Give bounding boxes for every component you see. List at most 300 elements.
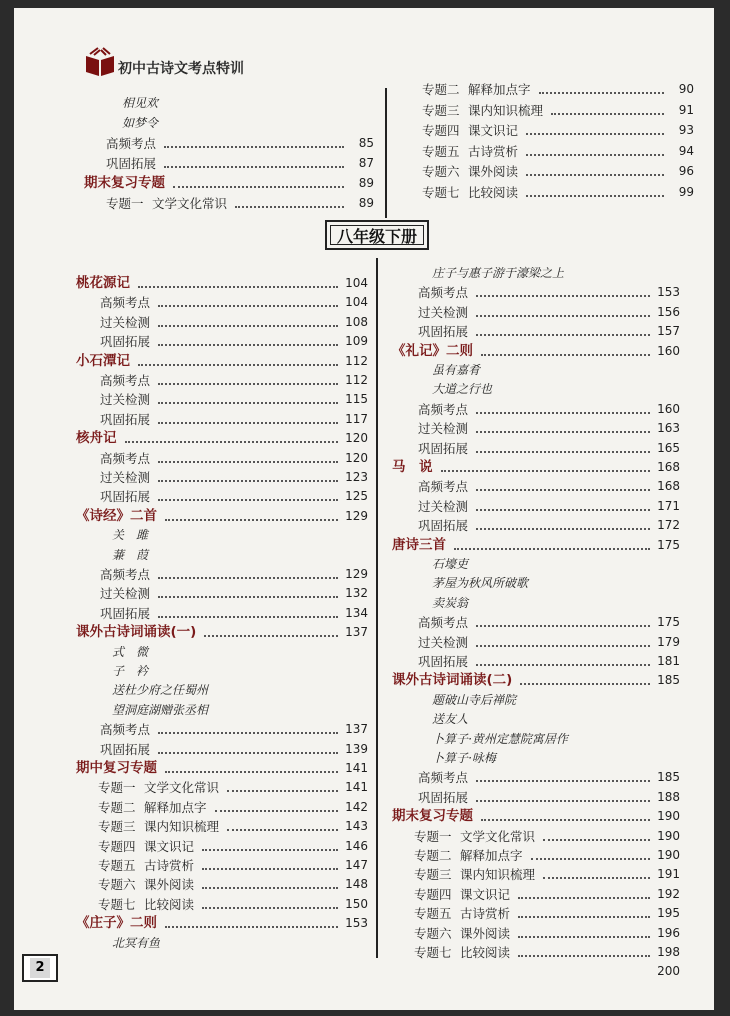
toc-entry (84, 194, 374, 213)
toc-page-number: 181 (657, 654, 680, 668)
leader-dots (202, 907, 338, 909)
toc-entry (392, 710, 680, 729)
toc-page-number: 143 (345, 819, 368, 834)
toc-page-number: 160 (657, 343, 680, 358)
leader-dots (476, 451, 650, 453)
toc-entry (422, 162, 694, 181)
toc-page-number: 137 (345, 625, 368, 640)
toc-entry-label: 如梦令 (122, 116, 159, 130)
toc-entry (76, 604, 368, 623)
leader-dots (526, 154, 664, 156)
leader-dots (476, 800, 650, 802)
topic-title: 课外阅读 (144, 877, 195, 893)
toc-entry-label: 高频考点 (100, 722, 151, 738)
toc-page-number: 190 (657, 828, 680, 843)
toc-entry-label: 核舟记 (76, 430, 117, 447)
toc-entry (84, 154, 374, 173)
toc-entry (392, 633, 680, 652)
toc-entry-label (414, 904, 510, 923)
leader-dots (520, 683, 650, 685)
toc-entry-label (98, 778, 219, 797)
topic-title: 课内知识梳理 (460, 867, 536, 883)
leader-dots (235, 206, 344, 208)
column-divider-top (385, 88, 387, 218)
toc-entry-label: 蒹 葭 (112, 547, 149, 562)
toc-entry-label (422, 80, 531, 99)
topic-number: 专题一 (414, 828, 452, 844)
topic-number: 专题五 (422, 143, 460, 159)
toc-entry (392, 516, 680, 535)
header-title: 初中古诗文考点特训 (118, 61, 244, 77)
toc-entry-label: 茅屋为秋风所破歌 (432, 576, 529, 591)
topic-number: 专题五 (98, 858, 136, 873)
toc-entry (76, 681, 368, 700)
leader-dots (227, 829, 338, 831)
leader-dots (204, 635, 338, 637)
leader-dots (518, 936, 650, 938)
toc-entry-label: 送友人 (432, 712, 469, 727)
toc-entry-label: 高频考点 (418, 770, 469, 786)
toc-page-number: 89 (358, 176, 374, 190)
toc-entry (392, 303, 680, 322)
toc-page-number: 91 (678, 102, 694, 117)
toc-entry (392, 264, 680, 283)
toc-entry (392, 730, 680, 749)
toc-entry (76, 274, 368, 293)
toc-entry-label (414, 865, 535, 884)
toc-page-number: 157 (657, 324, 680, 339)
toc-entry-label: 高频考点 (100, 567, 151, 582)
toc-entry-label (422, 101, 543, 120)
toc-entry-label: 巩固拓展 (100, 411, 151, 427)
toc-entry-label: 式 微 (112, 644, 149, 659)
topic-number: 专题六 (98, 877, 136, 893)
toc-entry (76, 371, 368, 390)
toc-entry (422, 142, 694, 161)
toc-entry (392, 613, 680, 632)
leader-dots (158, 305, 338, 307)
toc-entry (76, 352, 368, 371)
topic-title: 课内知识梳理 (468, 102, 544, 118)
toc-entry-label (422, 142, 518, 161)
toc-entry (392, 477, 680, 496)
leader-dots (158, 422, 338, 424)
toc-entry-label: 桃花源记 (76, 275, 130, 291)
topic-number: 专题六 (422, 164, 460, 179)
topic-title: 解释加点字 (468, 82, 531, 97)
topic-number: 专题四 (422, 123, 460, 138)
topic-number: 专题二 (414, 848, 452, 863)
toc-entry (76, 332, 368, 351)
topic-title: 解释加点字 (144, 799, 207, 815)
toc-entry-label (414, 846, 523, 865)
toc-entry-label: 高频考点 (418, 479, 469, 495)
toc-entry (392, 400, 680, 419)
leader-dots (539, 92, 664, 94)
leader-dots (476, 412, 650, 414)
leader-dots (526, 133, 664, 135)
topic-number: 专题七 (422, 184, 460, 200)
toc-page-number: 104 (345, 295, 368, 310)
toc-entry-label: 子 衿 (112, 664, 149, 678)
toc-entry-label (422, 162, 518, 181)
toc-page-number: 192 (657, 886, 680, 901)
toc-entry-label (106, 194, 227, 213)
toc-page-number: 163 (657, 421, 680, 436)
toc-entry-label (98, 798, 207, 817)
leader-dots (165, 771, 338, 773)
topic-number: 专题四 (98, 838, 136, 854)
toc-entry-label: 北冥有鱼 (112, 935, 161, 950)
toc-entry (392, 439, 680, 458)
toc-page-number: 115 (345, 392, 368, 407)
toc-entry-label (98, 895, 194, 914)
topic-title: 比较阅读 (144, 896, 195, 912)
toc-entry (76, 662, 368, 681)
toc-entry-label: 巩固拓展 (418, 654, 469, 669)
toc-entry (392, 380, 680, 399)
toc-entry (76, 759, 368, 778)
leader-dots (551, 113, 664, 115)
toc-entry-label: 期中复习专题 (76, 760, 157, 776)
leader-dots (476, 315, 650, 317)
toc-entry (392, 574, 680, 593)
toc-entry (76, 934, 368, 953)
toc-entry (76, 507, 368, 526)
toc-entry-label: 庄子与惠子游于濠梁之上 (432, 266, 565, 280)
toc-entry-label: 大道之行也 (432, 382, 493, 397)
topic-title: 古诗赏析 (460, 906, 511, 922)
toc-entry-label: 巩固拓展 (418, 440, 469, 456)
toc-page-number: 99 (678, 184, 694, 199)
toc-entry (392, 962, 680, 981)
toc-entry (392, 458, 680, 477)
leader-dots (481, 354, 650, 356)
toc-page-number: 190 (657, 848, 680, 862)
leader-dots (158, 480, 338, 482)
toc-entry (76, 837, 368, 856)
toc-entry-label: 巩固拓展 (100, 741, 151, 757)
toc-entry-label: 关 雎 (112, 528, 149, 543)
toc-page-number: 108 (345, 314, 368, 329)
toc-page-number: 172 (657, 518, 680, 533)
toc-page-number: 185 (657, 770, 680, 785)
toc-page-number: 196 (657, 925, 680, 940)
toc-entry (392, 536, 680, 555)
toc-entry-label: 巩固拓展 (100, 489, 151, 505)
toc-page-number: 148 (345, 877, 368, 892)
leader-dots (165, 519, 338, 521)
toc-page-number: 156 (657, 304, 680, 319)
toc-page-number: 153 (657, 285, 680, 300)
leader-dots (518, 897, 650, 899)
leader-dots (476, 664, 650, 666)
toc-page-number: 160 (657, 401, 680, 416)
toc-entry (76, 546, 368, 565)
topic-title: 文学文化常识 (144, 780, 220, 796)
toc-entry (76, 410, 368, 429)
toc-entry (76, 798, 368, 817)
toc-entry (392, 943, 680, 962)
topic-number: 专题二 (422, 82, 460, 97)
leader-dots (158, 616, 338, 618)
toc-entry (76, 487, 368, 506)
leader-dots (526, 195, 664, 197)
leader-dots (441, 470, 650, 472)
leader-dots (476, 780, 650, 782)
toc-entry (76, 914, 368, 933)
toc-entry-label (414, 943, 510, 962)
toc-entry (76, 817, 368, 836)
leader-dots (158, 402, 338, 404)
toc-page-number: 134 (345, 605, 368, 620)
leader-dots (158, 461, 338, 463)
topic-number: 专题六 (414, 925, 452, 941)
toc-entry (84, 134, 374, 153)
leader-dots (454, 548, 650, 550)
toc-entry (76, 875, 368, 894)
leader-dots (476, 625, 650, 627)
leader-dots (543, 877, 650, 879)
toc-page-number: 109 (345, 334, 368, 349)
toc-page-number: 132 (345, 586, 368, 601)
toc-entry (76, 429, 368, 448)
toc-page-number: 96 (678, 164, 694, 178)
toc-entry-label: 过关检测 (100, 586, 151, 602)
toc-entry (76, 623, 368, 642)
topic-number: 专题二 (98, 799, 136, 815)
toc-page-number: 89 (358, 196, 374, 210)
topic-title: 解释加点字 (460, 848, 523, 863)
toc-entry-label: 虽有嘉肴 (432, 363, 481, 377)
toc-entry (76, 526, 368, 545)
toc-entry-label (98, 837, 194, 856)
topic-title: 文学文化常识 (460, 828, 536, 844)
toc-entry-label: 《礼记》二则 (392, 342, 473, 359)
toc-entry-label (98, 817, 219, 836)
toc-entry-label: 石壕吏 (432, 557, 469, 571)
toc-entry (392, 749, 680, 768)
toc-page-number: 185 (657, 673, 680, 688)
toc-page-number: 117 (345, 411, 368, 426)
toc-entry-label (422, 183, 518, 202)
toc-entry (392, 652, 680, 671)
leader-dots (227, 790, 338, 792)
page-number-box (22, 954, 58, 982)
toc-entry-label: 高频考点 (418, 401, 469, 417)
toc-entry (84, 174, 374, 193)
topic-number: 专题三 (414, 867, 452, 883)
toc-entry-label: 课外古诗词诵读(一) (76, 624, 197, 641)
toc-entry (76, 701, 368, 720)
toc-entry-label: 过关检测 (418, 421, 469, 437)
topic-number: 专题四 (414, 886, 452, 902)
toc-page-number: 168 (657, 479, 680, 494)
toc-page-number: 90 (678, 82, 694, 96)
topic-number: 专题一 (98, 780, 136, 796)
toc-page-number: 129 (345, 508, 368, 523)
toc-entry (76, 468, 368, 487)
leader-dots (202, 868, 338, 870)
topic-title: 课外阅读 (468, 164, 519, 179)
topic-number: 专题三 (98, 819, 136, 835)
leader-dots (125, 441, 338, 443)
toc-entry (392, 904, 680, 923)
toc-page-number: 112 (345, 353, 368, 368)
topic-title: 课文识记 (460, 886, 511, 902)
toc-entry (84, 114, 374, 133)
toc-entry (76, 390, 368, 409)
leader-dots (138, 286, 338, 288)
toc-entry (392, 555, 680, 574)
toc-entry-label (414, 885, 510, 904)
toc-entry-label: 小石潭记 (76, 352, 130, 369)
toc-entry-label: 相见欢 (122, 96, 159, 110)
toc-entry (422, 101, 694, 120)
toc-entry (76, 313, 368, 332)
toc-page-number: 190 (657, 809, 680, 824)
toc-page-number: 85 (358, 136, 374, 150)
toc-entry-label: 卜算子·黄州定慧院寓居作 (432, 731, 568, 746)
toc-entry (422, 80, 694, 99)
toc-page-number: 171 (657, 498, 680, 513)
toc-entry (422, 121, 694, 140)
toc-entry (76, 293, 368, 312)
leader-dots (138, 364, 338, 366)
toc-entry-label: 高频考点 (100, 295, 151, 311)
leader-dots (164, 166, 344, 168)
toc-entry (392, 924, 680, 943)
toc-entry (76, 720, 368, 739)
leader-dots (158, 383, 338, 385)
toc-entry (76, 895, 368, 914)
toc-page-number: 112 (345, 373, 368, 387)
toc-page-number: 141 (345, 780, 368, 795)
toc-entry (76, 740, 368, 759)
toc-entry (392, 419, 680, 438)
toc-entry (392, 594, 680, 613)
toc-page-number: 150 (345, 896, 368, 911)
toc-page-number: 146 (345, 838, 368, 853)
toc-page-number: 200 (657, 964, 680, 979)
toc-entry-label: 高频考点 (100, 450, 151, 466)
topic-number: 专题三 (422, 102, 460, 118)
topic-title: 古诗赏析 (144, 858, 195, 873)
toc-entry-label: 过关检测 (418, 634, 469, 650)
leader-dots (158, 577, 338, 579)
toc-entry-label: 送杜少府之任蜀州 (112, 683, 209, 698)
toc-entry (392, 322, 680, 341)
toc-page-number: 195 (657, 906, 680, 921)
toc-entry (392, 865, 680, 884)
toc-entry-label (98, 856, 194, 875)
toc-entry (84, 94, 374, 113)
page (14, 8, 714, 1010)
leader-dots (476, 528, 650, 530)
toc-entry (392, 807, 680, 826)
toc-page-number: 87 (358, 156, 374, 170)
toc-entry-label (98, 875, 194, 894)
topic-number: 专题七 (414, 945, 452, 960)
toc-entry-label: 卖炭翁 (432, 595, 469, 610)
leader-dots (543, 839, 650, 841)
leader-dots (481, 819, 650, 821)
toc-entry-label: 过关检测 (418, 498, 469, 514)
leader-dots (518, 955, 650, 957)
leader-dots (476, 295, 650, 297)
leader-dots (173, 186, 344, 188)
toc-entry (392, 885, 680, 904)
toc-page-number: 191 (657, 867, 680, 882)
toc-page-number: 123 (345, 470, 368, 484)
toc-entry-label: 高频考点 (100, 373, 151, 388)
topic-number: 专题五 (414, 906, 452, 922)
leader-dots (526, 174, 664, 176)
toc-page-number: 168 (657, 460, 680, 474)
toc-page-number: 93 (678, 123, 694, 137)
toc-entry (392, 691, 680, 710)
leader-dots (215, 810, 338, 812)
grade-title: 八年级下册 (330, 225, 424, 245)
toc-entry (392, 846, 680, 865)
leader-dots (202, 849, 338, 851)
toc-page-number: 120 (345, 431, 368, 446)
leader-dots (158, 596, 338, 598)
toc-page-number: 120 (345, 450, 368, 465)
toc-entry-label (414, 924, 510, 943)
topic-title: 比较阅读 (460, 945, 511, 960)
leader-dots (165, 926, 338, 928)
toc-page-number: 188 (657, 789, 680, 804)
toc-entry (392, 827, 680, 846)
leader-dots (158, 752, 338, 754)
leader-dots (202, 887, 338, 889)
toc-entry (76, 584, 368, 603)
topic-title: 课文识记 (144, 838, 195, 854)
toc-entry (76, 565, 368, 584)
toc-entry-label: 过关检测 (100, 314, 151, 330)
toc-entry-label: 卜算子·咏梅 (432, 751, 496, 765)
leader-dots (476, 509, 650, 511)
topic-title: 课文识记 (468, 123, 519, 138)
toc-entry (392, 283, 680, 302)
toc-page-number: 129 (345, 567, 368, 581)
toc-page-number: 198 (657, 945, 680, 959)
leader-dots (531, 858, 650, 860)
toc-page-number: 153 (345, 916, 368, 931)
toc-entry (392, 768, 680, 787)
leader-dots (476, 489, 650, 491)
book-icon (84, 46, 116, 78)
leader-dots (476, 645, 650, 647)
toc-entry-label: 《庄子》二则 (76, 915, 157, 932)
topic-number: 专题一 (106, 196, 144, 211)
toc-entry-label: 唐诗三首 (392, 536, 446, 553)
toc-entry (422, 183, 694, 202)
column-divider-bottom (376, 258, 378, 958)
toc-entry (76, 643, 368, 662)
toc-page-number: 137 (345, 722, 368, 737)
toc-entry (392, 497, 680, 516)
toc-entry-label: 高频考点 (418, 285, 469, 301)
toc-entry-label: 巩固拓展 (100, 605, 151, 621)
toc-entry (392, 788, 680, 807)
toc-page-number: 141 (345, 761, 368, 775)
toc-entry-label: 巩固拓展 (106, 156, 157, 171)
toc-page-number: 94 (678, 143, 694, 158)
toc-entry-label: 期末复习专题 (84, 175, 165, 191)
toc-page-number: 175 (657, 537, 680, 552)
